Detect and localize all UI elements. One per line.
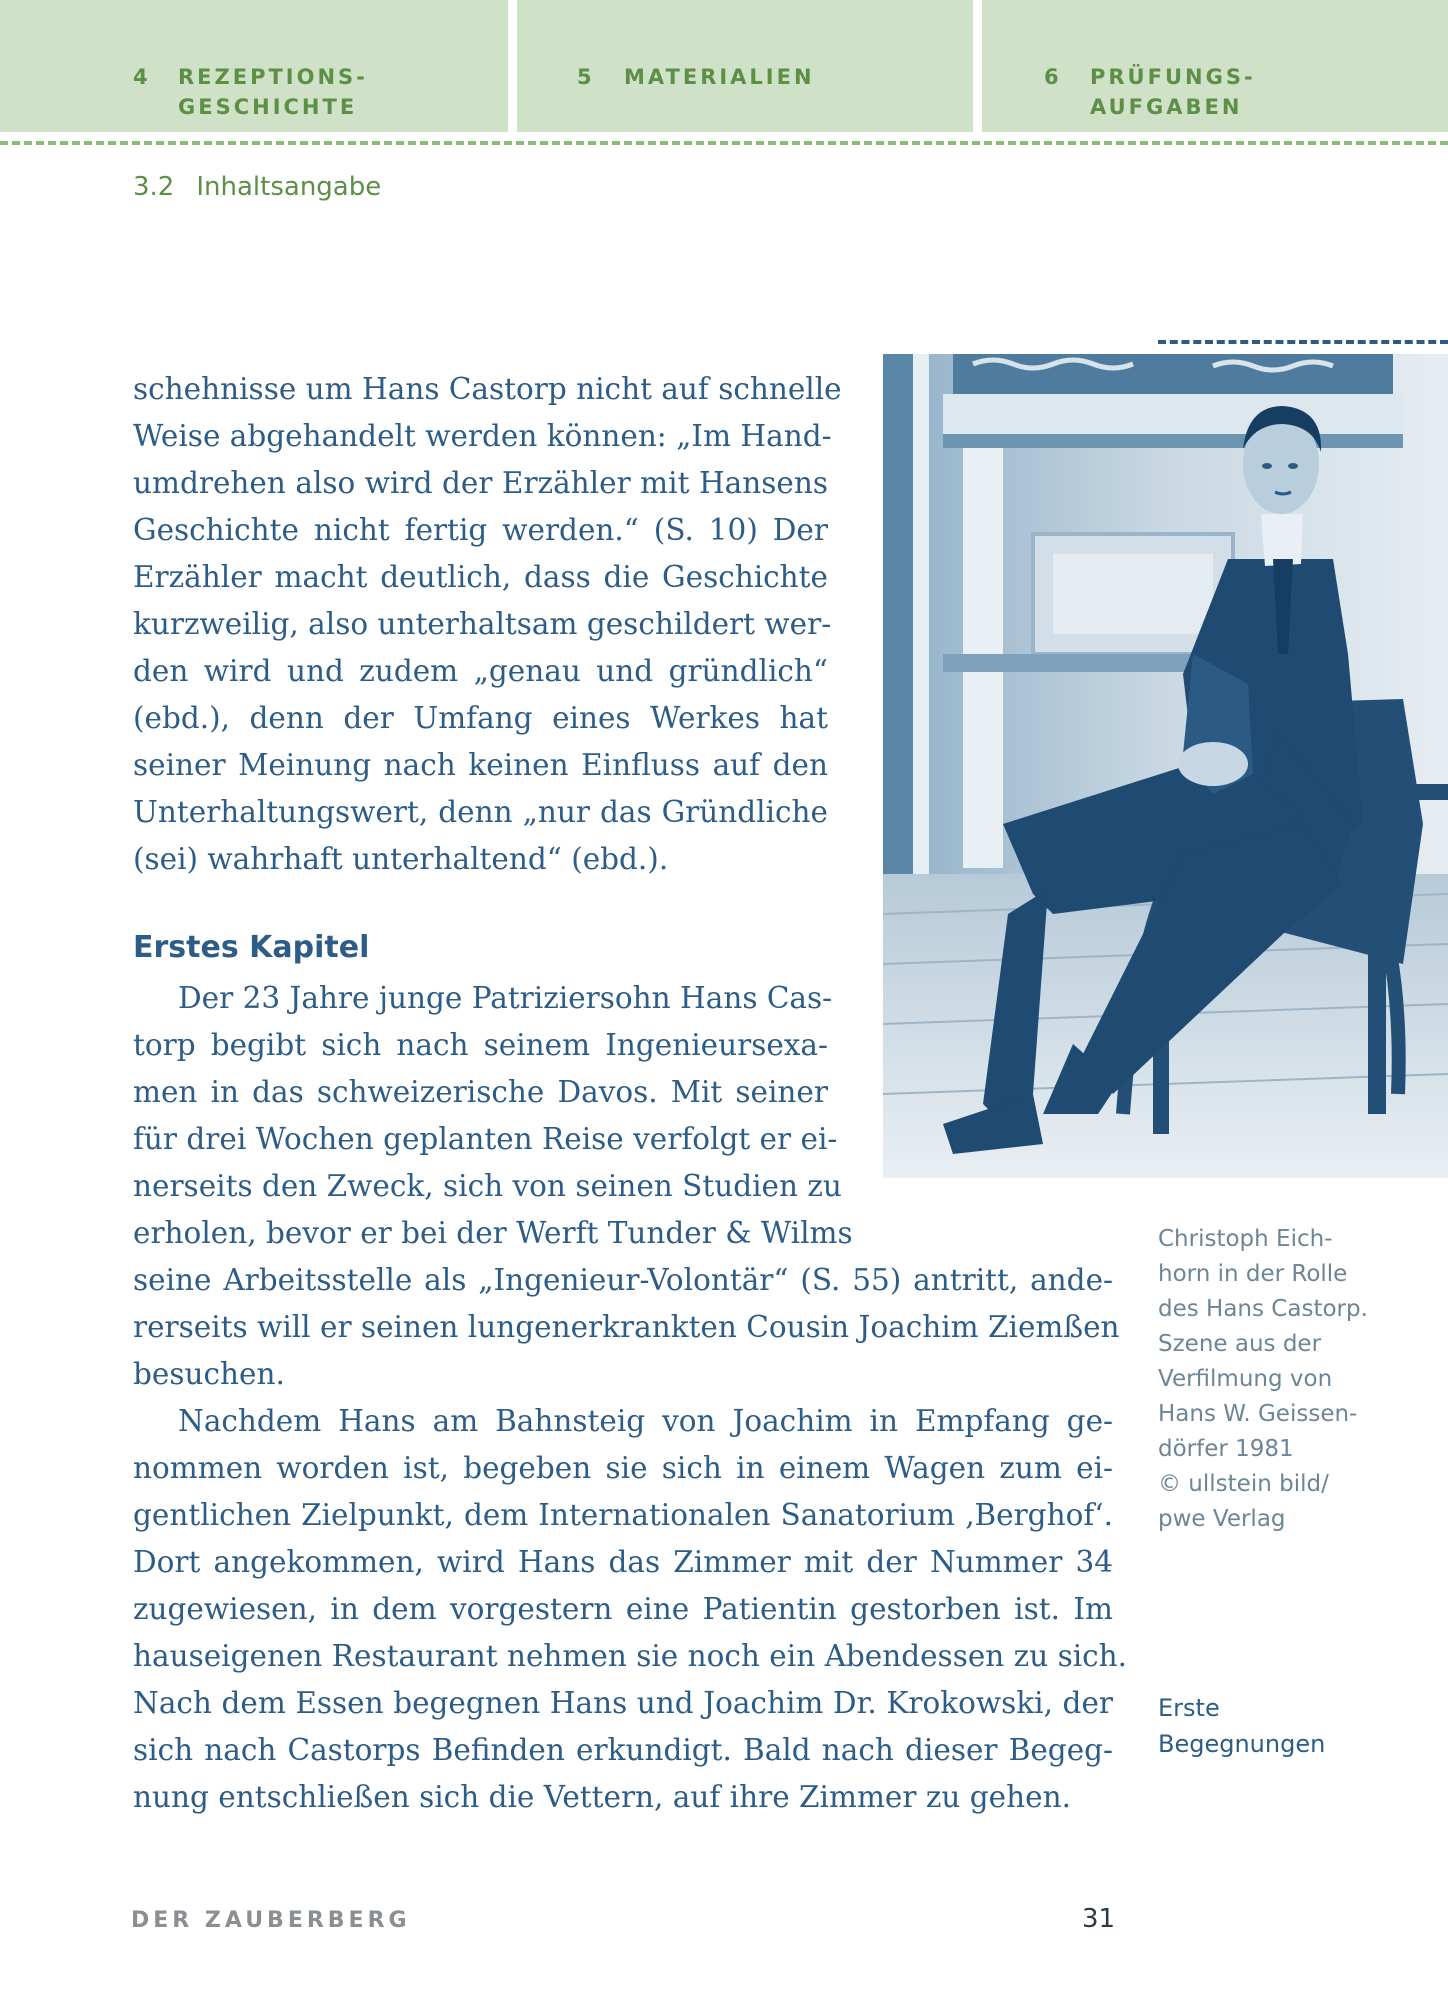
text-line: Weise abgehandelt werden können: „Im Hand- <box>133 419 832 453</box>
text-line: besuchen. <box>133 1357 285 1391</box>
paragraph-chapter-start-continued <box>133 1257 1120 1398</box>
text-line: zugewiesen, in dem vorgestern eine Patientin gestorben ist. Im <box>133 1592 1113 1626</box>
section-label <box>133 172 381 202</box>
tab-label: PRÜFUNGS- AUFGABEN <box>1090 65 1256 119</box>
caption-line: © ullstein bild/ <box>1158 1471 1329 1497</box>
text-line: umdrehen also wird der Erzähler mit Hansens <box>133 466 828 500</box>
caption-line: dörfer 1981 <box>1158 1436 1294 1462</box>
text-line: sich nach Castorps Befinden erkundigt. Bald nach dieser Begeg- <box>133 1733 1113 1767</box>
margin-note-line: Erste <box>1158 1694 1220 1722</box>
tab-rezeptionsgeschichte[interactable] <box>0 0 508 132</box>
section-title: Inhaltsangabe <box>196 172 382 202</box>
text-line: gentlichen Zielpunkt, dem Internationalen Sanatorium ‚Berghof‘. <box>133 1498 1113 1532</box>
tab-label: REZEPTIONS- GESCHICHTE <box>178 65 368 119</box>
paragraph-arrival <box>133 1398 1128 1821</box>
text-line: (sei) wahrhaft unterhaltend“ (ebd.). <box>133 842 669 876</box>
text-line: den wird und zudem „genau und gründlich“ <box>133 654 828 688</box>
margin-note <box>1158 1690 1428 1762</box>
text-line: (ebd.), denn der Umfang eines Werkes hat <box>133 701 828 735</box>
tab-label: MATERIALIEN <box>624 65 815 89</box>
text-line: Erzähler macht deutlich, dass die Geschichte <box>133 560 828 594</box>
chapter-nav <box>0 0 1448 135</box>
caption-line: Christoph Eich- <box>1158 1226 1333 1252</box>
text-line: hauseigenen Restaurant nehmen sie noch ein Abendessen zu sich. <box>133 1639 1128 1673</box>
text-line: kurzweilig, also unterhaltsam geschildert wer- <box>133 607 832 641</box>
footer-book-title: DER ZAUBERBERG <box>131 1908 411 1933</box>
text-line: torp begibt sich nach seinem Ingenieursexa- <box>133 1028 828 1062</box>
tab-number: 6 <box>1044 65 1062 89</box>
text-line: Nach dem Essen begegnen Hans und Joachim Dr. Krokowski, der <box>133 1686 1113 1720</box>
section-number: 3.2 <box>133 172 175 202</box>
margin-note-line: Begegnungen <box>1158 1730 1326 1758</box>
text-line: seine Arbeitsstelle als „Ingenieur-Volontär“ (S. 55) antritt, ande- <box>133 1263 1113 1297</box>
caption-line: Verfilmung von <box>1158 1366 1333 1392</box>
tab-materialien[interactable] <box>517 0 973 132</box>
text-line: seiner Meinung nach keinen Einfluss auf den <box>133 748 828 782</box>
film-still-photo <box>883 354 1448 1178</box>
text-line: für drei Wochen geplanten Reise verfolgt er ei- <box>133 1122 838 1156</box>
caption-line: des Hans Castorp. <box>1158 1296 1368 1322</box>
paragraph-chapter-start <box>133 975 853 1257</box>
caption-line: pwe Verlag <box>1158 1506 1286 1532</box>
text-line: schehnisse um Hans Castorp nicht auf schnelle <box>133 372 842 406</box>
tab-pruefungsaufgaben[interactable] <box>982 0 1448 132</box>
text-line: rerseits will er seinen lungenerkrankten Cousin Joachim Ziemßen <box>133 1310 1120 1344</box>
photo-divider <box>1158 340 1448 344</box>
text-line: Der 23 Jahre junge Patriziersohn Hans Cas- <box>178 981 833 1015</box>
tab-number: 5 <box>577 65 595 89</box>
paragraph-intro <box>133 366 842 883</box>
tab-number: 4 <box>133 65 151 89</box>
caption-line: Szene aus der <box>1158 1331 1322 1357</box>
caption-line: horn in der Rolle <box>1158 1261 1348 1287</box>
text-line: Dort angekommen, wird Hans das Zimmer mit der Nummer 34 <box>133 1545 1113 1579</box>
text-line: men in das schweizerische Davos. Mit seiner <box>133 1075 828 1109</box>
text-line: Unterhaltungswert, denn „nur das Gründliche <box>133 795 828 829</box>
text-line: nommen worden ist, begeben sie sich in einem Wagen zum ei- <box>133 1451 1113 1485</box>
page-number: 31 <box>1082 1904 1116 1934</box>
text-line: nung entschließen sich die Vettern, auf ihre Zimmer zu gehen. <box>133 1780 1071 1814</box>
caption-line: Hans W. Geissen- <box>1158 1401 1358 1427</box>
text-line: Geschichte nicht fertig werden.“ (S. 10) Der <box>133 513 828 547</box>
photo-caption <box>1158 1222 1428 1537</box>
chapter-heading: Erstes Kapitel <box>133 930 370 965</box>
text-line: erholen, bevor er bei der Werft Tunder & Wilms <box>133 1216 853 1250</box>
text-line: Nachdem Hans am Bahnsteig von Joachim in Empfang ge- <box>178 1404 1113 1438</box>
text-line: nerseits den Zweck, sich von seinen Studien zu <box>133 1169 842 1203</box>
header-divider <box>0 141 1448 145</box>
